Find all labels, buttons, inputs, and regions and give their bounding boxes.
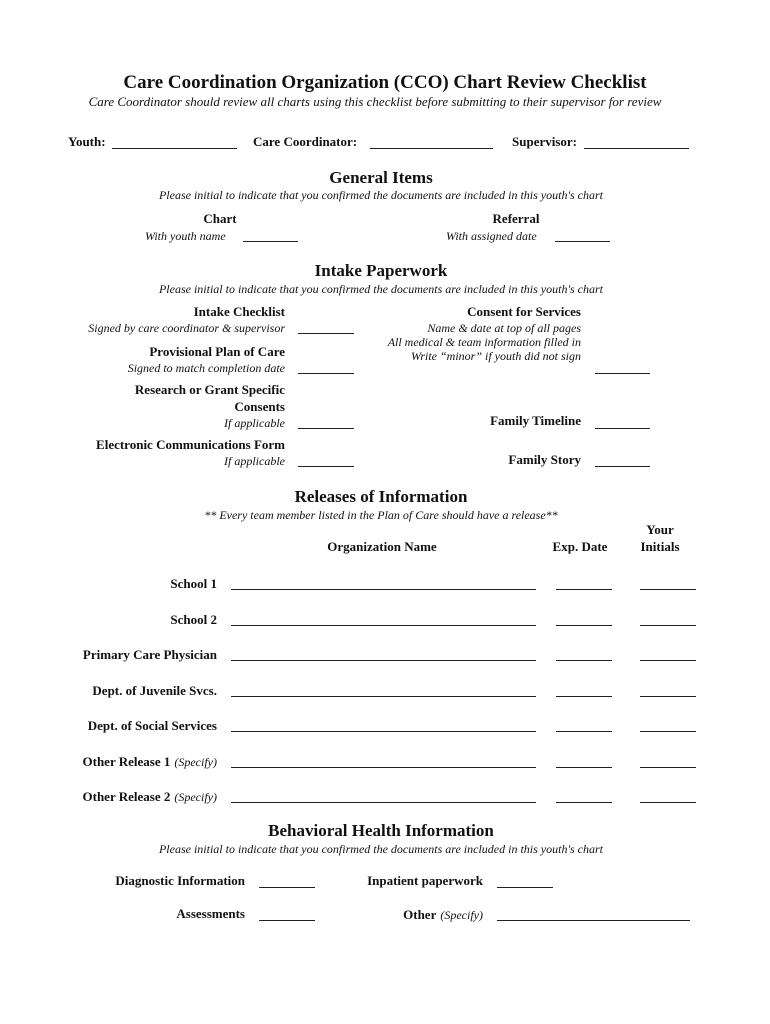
release-row-label <box>40 682 217 700</box>
release-org-name-field[interactable] <box>231 660 536 661</box>
release-exp-date-field[interactable] <box>556 767 612 768</box>
release-row-label <box>40 646 217 664</box>
release-org-name-field[interactable] <box>231 731 536 732</box>
consent-for-services-label: Consent for Services <box>467 304 581 319</box>
release-initials-field[interactable] <box>640 767 696 768</box>
releases-instruction: ** Every team member listed in the Plan of Care should have a release** <box>204 508 558 522</box>
col-your-initials-2: Initials <box>640 539 680 554</box>
release-exp-date-field[interactable] <box>556 589 612 590</box>
referral-initial-field[interactable] <box>555 241 610 242</box>
release-row-label <box>40 788 217 806</box>
referral-label: Referral <box>492 211 540 226</box>
electronic-communications-label: Electronic Communications Form <box>96 437 285 452</box>
research-consents-label-1: Research or Grant Specific <box>134 382 285 397</box>
intake-checklist-note: Signed by care coordinator & supervisor <box>88 321 285 335</box>
care-coordinator-label: Care Coordinator: <box>253 134 358 149</box>
release-row-name: Other Release 1 <box>82 754 171 769</box>
release-org-name-field[interactable] <box>231 589 536 590</box>
behavioral-other-field[interactable] <box>497 920 690 921</box>
diagnostic-information-label: Diagnostic Information <box>115 873 245 888</box>
provisional-plan-initial-field[interactable] <box>298 373 354 374</box>
behavioral-other-label: Other <box>403 907 437 922</box>
release-row-label <box>40 717 217 735</box>
release-initials-field[interactable] <box>640 731 696 732</box>
consent-initial-field[interactable] <box>595 373 650 374</box>
release-org-name-field[interactable] <box>231 767 536 768</box>
release-exp-date-field[interactable] <box>556 660 612 661</box>
release-exp-date-field[interactable] <box>556 625 612 626</box>
consent-note-3: Write “minor” if youth did not sign <box>410 349 581 363</box>
consent-note-2: All medical & team information filled in <box>387 335 581 349</box>
release-row-name: Dept. of Juvenile Svcs. <box>92 683 217 698</box>
release-initials-field[interactable] <box>640 696 696 697</box>
release-row-specify: (Specify) <box>174 755 217 769</box>
releases-heading: Releases of Information <box>294 487 468 506</box>
research-consents-note: If applicable <box>224 416 285 430</box>
chart-note: With youth name <box>145 229 226 243</box>
inpatient-paperwork-label: Inpatient paperwork <box>367 873 483 888</box>
assessments-initial-field[interactable] <box>259 920 315 921</box>
intake-checklist-label: Intake Checklist <box>193 304 285 319</box>
release-row-name: Other Release 2 <box>82 789 171 804</box>
release-row-specify: (Specify) <box>174 790 217 804</box>
family-story-label: Family Story <box>508 452 581 467</box>
release-initials-field[interactable] <box>640 625 696 626</box>
supervisor-field[interactable] <box>584 148 689 149</box>
col-organization-name: Organization Name <box>327 539 437 554</box>
general-items-instruction: Please initial to indicate that you confirmed the documents are included in this youth's chart <box>158 188 604 202</box>
release-row-label <box>40 753 217 771</box>
release-row-name: Dept. of Social Services <box>87 718 217 733</box>
release-row-name: Primary Care Physician <box>82 647 217 662</box>
research-consents-label-2: Consents <box>234 399 285 414</box>
release-exp-date-field[interactable] <box>556 802 612 803</box>
referral-note: With assigned date <box>446 229 537 243</box>
behavioral-other-label-group <box>330 906 483 924</box>
assessments-label: Assessments <box>176 906 245 921</box>
behavioral-heading: Behavioral Health Information <box>268 821 494 840</box>
youth-field[interactable] <box>112 148 237 149</box>
release-org-name-field[interactable] <box>231 696 536 697</box>
family-timeline-initial-field[interactable] <box>595 428 650 429</box>
release-initials-field[interactable] <box>640 589 696 590</box>
supervisor-label: Supervisor: <box>512 134 577 149</box>
release-row-name: School 1 <box>170 576 217 591</box>
release-exp-date-field[interactable] <box>556 731 612 732</box>
release-org-name-field[interactable] <box>231 802 536 803</box>
release-row-name: School 2 <box>170 612 217 627</box>
youth-label: Youth: <box>68 134 106 149</box>
general-items-heading: General Items <box>329 168 433 187</box>
behavioral-other-specify: (Specify) <box>440 908 483 922</box>
chart-initial-field[interactable] <box>243 241 298 242</box>
release-row-label <box>40 611 217 629</box>
research-consents-initial-field[interactable] <box>298 428 354 429</box>
col-exp-date: Exp. Date <box>552 539 608 554</box>
electronic-communications-note: If applicable <box>224 454 285 468</box>
release-org-name-field[interactable] <box>231 625 536 626</box>
consent-note-1: Name & date at top of all pages <box>427 321 581 335</box>
release-initials-field[interactable] <box>640 660 696 661</box>
behavioral-instruction: Please initial to indicate that you confirmed the documents are included in this youth's chart <box>158 842 604 856</box>
inpatient-paperwork-initial-field[interactable] <box>497 887 553 888</box>
chart-label: Chart <box>203 211 237 226</box>
provisional-plan-note: Signed to match completion date <box>127 361 285 375</box>
intake-instruction: Please initial to indicate that you confirmed the documents are included in this youth's chart <box>158 282 604 296</box>
diagnostic-information-initial-field[interactable] <box>259 887 315 888</box>
intake-checklist-initial-field[interactable] <box>298 333 354 334</box>
intake-heading: Intake Paperwork <box>314 261 448 280</box>
release-initials-field[interactable] <box>640 802 696 803</box>
page-title: Care Coordination Organization (CCO) Chart Review Checklist <box>123 72 647 93</box>
release-row-label <box>40 575 217 593</box>
family-timeline-label: Family Timeline <box>490 413 581 428</box>
col-your-initials-1: Your <box>646 522 674 537</box>
care-coordinator-field[interactable] <box>370 148 493 149</box>
release-exp-date-field[interactable] <box>556 696 612 697</box>
electronic-communications-initial-field[interactable] <box>298 466 354 467</box>
page-subtitle: Care Coordinator should review all charts using this checklist before submitting to their supervisor for review <box>88 94 662 109</box>
family-story-initial-field[interactable] <box>595 466 650 467</box>
provisional-plan-label: Provisional Plan of Care <box>149 344 285 359</box>
